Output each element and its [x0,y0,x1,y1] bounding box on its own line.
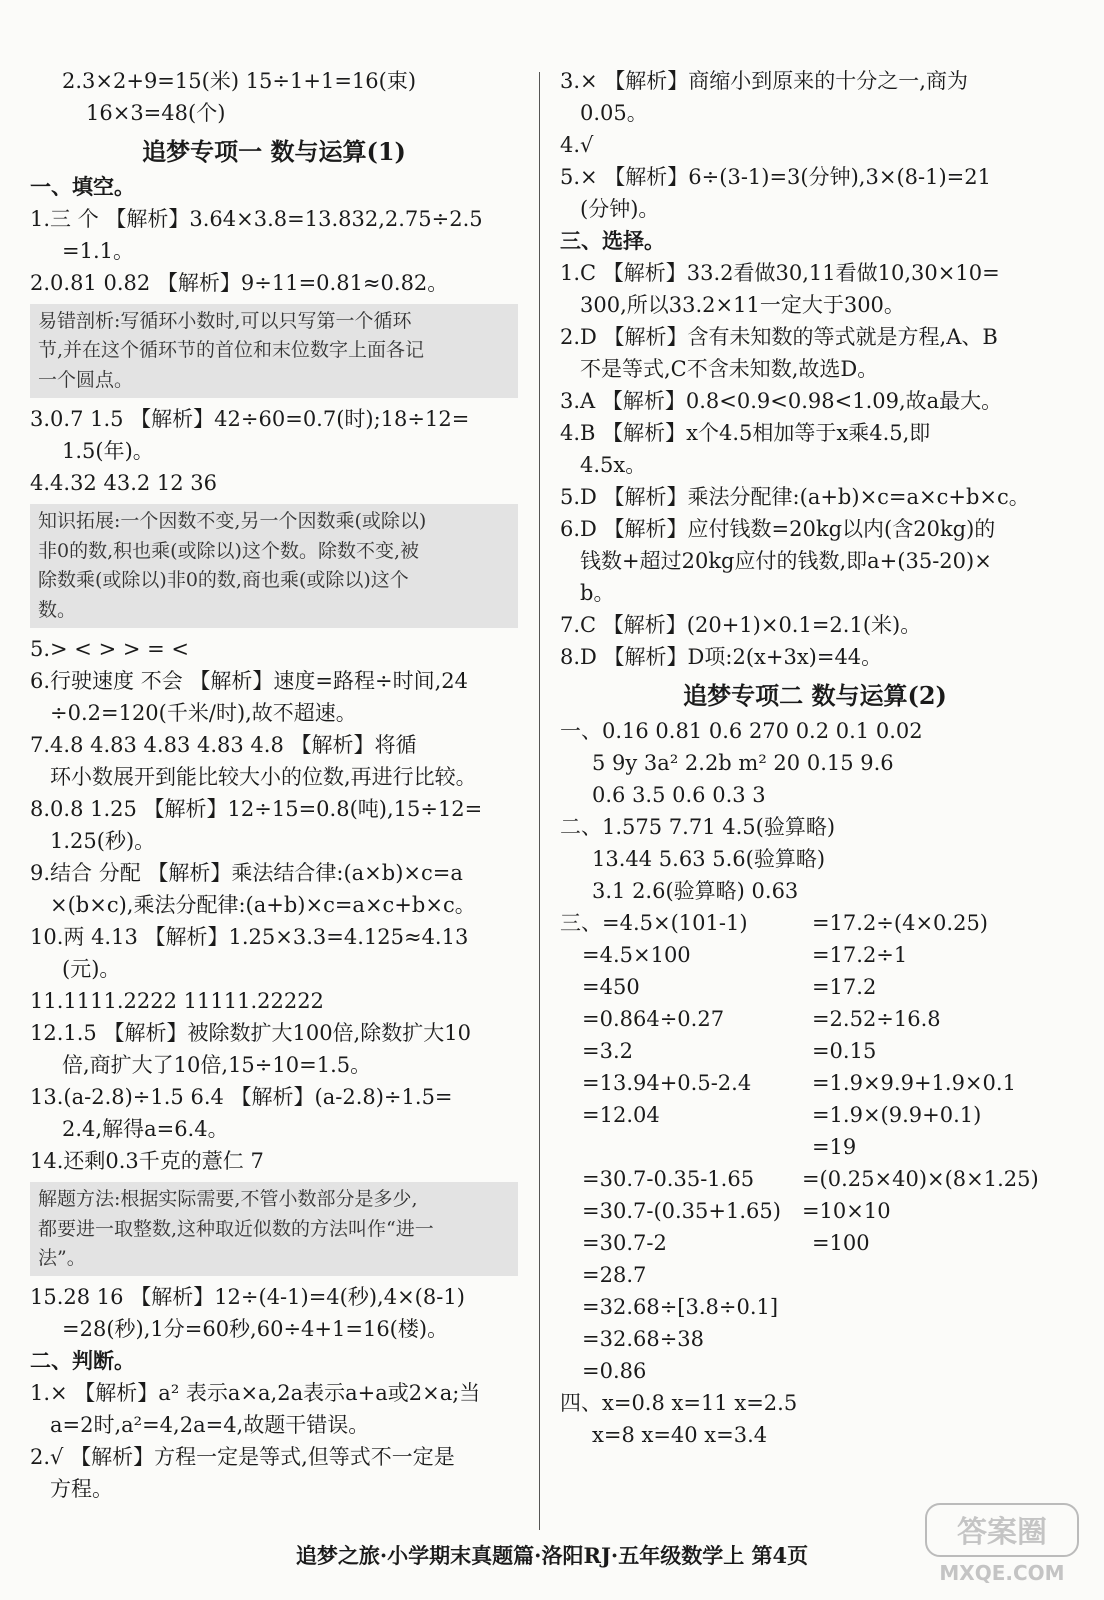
calc-cell-right [802,1324,1070,1356]
tip-line: 解题方法:根据实际需要,不管小数部分是多少, [38,1188,418,1211]
answer-line: 2.D 【解析】含有未知数的等式就是方程,A、B [560,325,998,349]
svg-text:答案圈: 答案圈 [957,1515,1047,1550]
answer-line: 6.D 【解析】应付钱数=20kg以内(含20kg)的 [560,517,996,541]
calc-cell-left: =3.2 [582,1039,633,1063]
answer-line: 3.1 2.6(验算略) 0.63 [592,879,799,903]
answer-line: 2.4,解得a=6.4。 [62,1117,229,1142]
answer-line: 3.0.7 1.5 【解析】42÷60=0.7(时);18÷12= [30,407,470,432]
tip-line: 一个圆点。 [38,368,134,391]
answer-line: 13.(a-2.8)÷1.5 6.4 【解析】(a-2.8)÷1.5= [30,1085,453,1110]
answer-line: (分钟)。 [580,197,660,221]
watermark-logo [922,1500,1082,1590]
answer-line: 2.0.81 0.82 【解析】9÷11=0.81≈0.82。 [30,271,449,295]
calc-cell-left: =0.864÷0.27 [582,1007,725,1031]
section-heading-judge: 二、判断。 [30,1349,135,1374]
answer-line: 4.4.32 43.2 12 36 [30,471,218,496]
calc-cell-right [802,1356,1070,1388]
answer-line: 5 9y 3a² 2.2b m² 20 0.15 9.6 [592,751,894,775]
calc-cell-right: =10×10 [801,1199,891,1223]
tip-line: 法”。 [38,1246,86,1269]
section-title-2: 追梦专项二 数与运算(2) [683,681,947,710]
calc-cell-right: =100 [811,1231,870,1255]
tip-box-method [30,1182,518,1276]
calc-cell-right: =1.9×(9.9+0.1) [811,1103,982,1127]
calc-cell-right: =17.2÷(4×0.25) [811,911,989,935]
calc-row [560,1356,1070,1388]
tip-box-knowledge [30,504,518,628]
tip-box-error [30,304,518,398]
calc-cell-left: =32.68÷[3.8÷0.1] [582,1295,779,1319]
answer-line: 2.3×2+9=15(米) 15÷1+1=16(束) [62,69,417,93]
answer-line: 4.5x。 [580,453,647,477]
calc-row [560,1164,1070,1196]
calc-cell-right: =0.15 [811,1039,877,1063]
calc-cell-right: =1.9×9.9+1.9×0.1 [811,1071,1016,1095]
calc-cell-right: =19 [811,1135,857,1159]
calc-cell-left: =0.86 [582,1359,647,1383]
calc-row [560,1132,1070,1164]
calc-cell-right: =2.52÷16.8 [811,1007,941,1031]
answer-line: 5.> < > > = < [30,637,189,662]
answer-line: 13.44 5.63 5.6(验算略) [592,847,826,871]
answer-line: 4.B 【解析】x个4.5相加等于x乘4.5,即 [560,421,931,445]
answer-line: b。 [580,581,615,605]
column-divider [539,72,540,1530]
calc-row [560,1036,1070,1068]
answer-line: 一、0.16 0.81 0.6 270 0.2 0.1 0.02 [560,719,923,743]
calc-cell-right [802,1292,1070,1324]
tip-line: 都要进一取整数,这种取近似数的方法叫作“进一 [38,1217,434,1240]
calc-cell-right [802,1260,1070,1292]
answer-line: 环小数展开到能比较大小的位数,再进行比较。 [50,765,477,790]
answer-line: =1.1。 [62,239,134,263]
answer-line: 15.28 16 【解析】12÷(4-1)=4(秒),4×(8-1) [30,1285,465,1310]
answer-line: 1.25(秒)。 [50,829,156,854]
answer-line: 6.行驶速度 不会 【解析】速度=路程÷时间,24 [30,669,468,694]
answer-line: 8.D 【解析】D项:2(x+3x)=44。 [560,645,883,669]
answer-line: 0.6 3.5 0.6 0.3 3 [592,783,766,807]
answer-line: (元)。 [62,957,121,982]
section-title-1: 追梦专项一 数与运算(1) [142,137,406,166]
calc-cell-left: 三、=4.5×(101-1) [560,911,748,935]
answer-line: x=8 x=40 x=3.4 [592,1423,768,1447]
answer-line: 5.D 【解析】乘法分配律:(a+b)×c=a×c+b×c。 [560,485,1030,509]
answer-line: 1.三 个 【解析】3.64×3.8=13.832,2.75÷2.5 [30,207,483,231]
calc-cell-left: =13.94+0.5-2.4 [582,1071,752,1095]
calc-cell-left: =28.7 [582,1263,647,1287]
answer-line: 二、1.575 7.71 4.5(验算略) [560,815,836,839]
tip-line: 节,并在这个循环节的首位和末位数字上面各记 [38,339,425,362]
section-heading-fill: 一、填空。 [30,175,135,199]
answer-line: 不是等式,C不含未知数,故选D。 [580,357,879,381]
svg-text:MXQE.COM: MXQE.COM [939,1561,1065,1585]
calc-cell-right: =(0.25×40)×(8×1.25) [801,1167,1039,1191]
calc-cell-left: =12.04 [582,1103,660,1127]
right-column [560,66,1070,1452]
answer-line: 倍,商扩大了10倍,15÷10=1.5。 [62,1053,372,1078]
calc-cell-left: =4.5×100 [582,943,691,967]
answer-line: 7.4.8 4.83 4.83 4.83 4.8 【解析】将循 [30,733,417,758]
answer-line: 钱数+超过20kg应付的钱数,即a+(35-20)× [580,549,992,573]
answer-line: a=2时,a²=4,2a=4,故题干错误。 [50,1413,370,1438]
tip-line: 易错剖析:写循环小数时,可以只写第一个循环 [38,310,412,332]
answer-line: 7.C 【解析】(20+1)×0.1=2.1(米)。 [560,613,922,637]
tip-line: 数。 [38,598,77,621]
calc-row [560,1324,1070,1356]
answer-line: 12.1.5 【解析】被除数扩大100倍,除数扩大10 [30,1021,471,1046]
answer-line: 0.05。 [580,101,648,125]
calc-cell-left [560,1132,802,1164]
calc-cell-left: =450 [582,975,640,999]
answer-line: =28(秒),1分=60秒,60÷4+1=16(楼)。 [62,1317,449,1342]
calc-row [560,1100,1070,1132]
answer-line: 4.√ [560,133,594,157]
answer-line: 16×3=48(个) [86,101,226,125]
answer-line: 1.C 【解析】33.2看做30,11看做10,30×10= [560,261,1000,285]
answer-line: 3.× 【解析】商缩小到原来的十分之一,商为 [560,69,968,93]
answer-line: 方程。 [50,1477,113,1502]
calc-cell-left: =30.7-(0.35+1.65) [582,1199,781,1223]
answer-line: 11.1111.2222 11111.22222 [30,989,324,1014]
answer-line: ÷0.2=120(千米/时),故不超速。 [50,701,357,726]
answer-line: 10.两 4.13 【解析】1.25×3.3=4.125≈4.13 [30,925,469,950]
calc-cell-right: =17.2 [811,975,877,999]
answer-line: 1.× 【解析】a² 表示a×a,2a表示a+a或2×a;当 [30,1381,481,1406]
calc-row [560,972,1070,1004]
calc-row [560,1228,1070,1260]
answer-line: 四、x=0.8 x=11 x=2.5 [560,1391,798,1415]
calc-cell-left: =30.7-0.35-1.65 [582,1167,755,1191]
answer-line: 5.× 【解析】6÷(3-1)=3(分钟),3×(8-1)=21 [560,165,991,189]
calc-cell-right: =17.2÷1 [811,943,908,967]
calc-row [560,1260,1070,1292]
calc-row [560,940,1070,972]
answer-line: ×(b×c),乘法分配律:(a+b)×c=a×c+b×c。 [50,893,476,918]
left-column [30,66,518,1506]
calc-row [560,1068,1070,1100]
answer-line: 300,所以33.2×11一定大于300。 [580,293,905,317]
tip-line: 非0的数,积也乘(或除以)这个数。除数不变,被 [38,539,419,562]
calc-row [560,1196,1070,1228]
answer-line: 1.5(年)。 [62,439,154,464]
tip-line: 除数乘(或除以)非0的数,商也乘(或除以)这个 [38,569,409,592]
calculation-table [560,908,1070,1388]
section-heading-choice: 三、选择。 [560,229,665,253]
answer-line: 2.√ 【解析】方程一定是等式,但等式不一定是 [30,1445,455,1470]
calc-row [560,1292,1070,1324]
calc-row [560,908,1070,940]
answer-line: 8.0.8 1.25 【解析】12÷15=0.8(吨),15÷12= [30,797,483,822]
tip-line: 知识拓展:一个因数不变,另一个因数乘(或除以) [38,510,427,533]
page-footer: 追梦之旅·小学期末真题篇·洛阳RJ·五年级数学上 第4页 [295,1543,809,1568]
calc-cell-left: =30.7-2 [582,1231,667,1255]
answer-line: 14.还剩0.3千克的薏仁 7 [30,1149,264,1174]
answer-line: 9.结合 分配 【解析】乘法结合律:(a×b)×c=a [30,861,463,886]
answer-line: 3.A 【解析】0.8<0.9<0.98<1.09,故a最大。 [560,389,1003,413]
calc-cell-left: =32.68÷38 [582,1327,705,1351]
calc-row [560,1004,1070,1036]
